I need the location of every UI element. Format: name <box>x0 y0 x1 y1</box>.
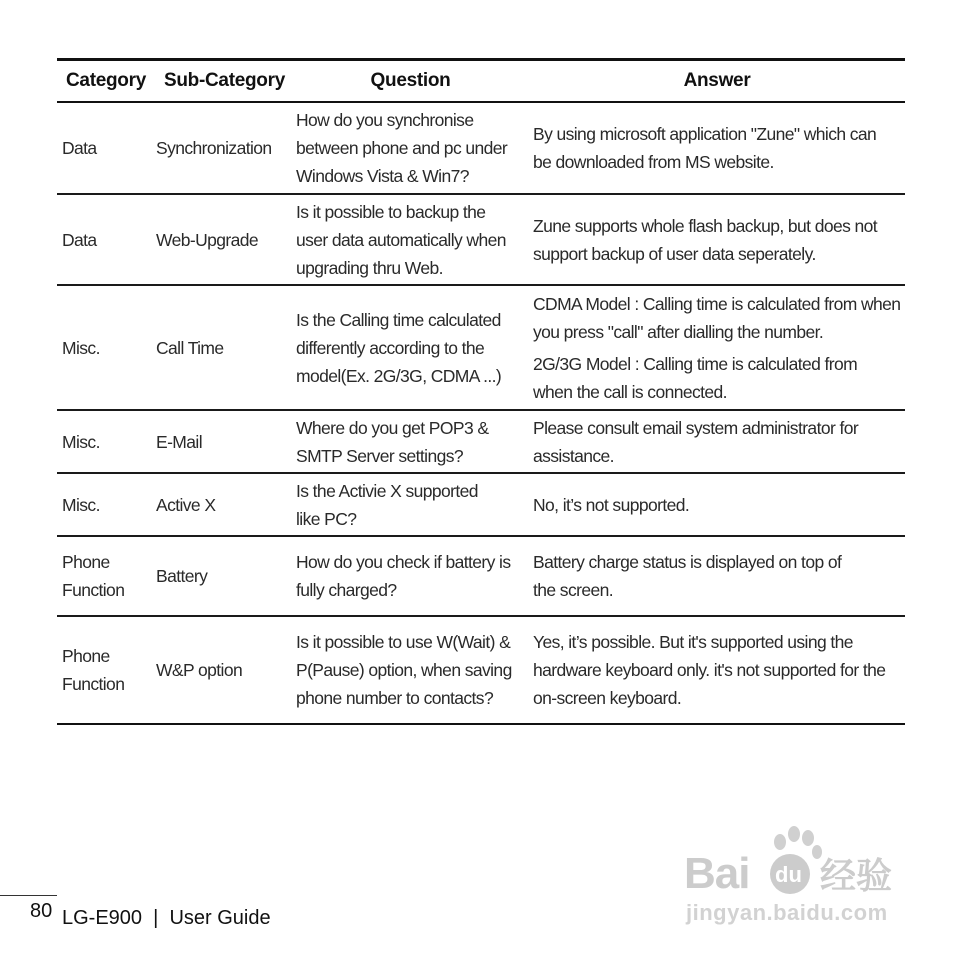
question-cell-text: Is the Calling time calculated differently according to the model(Ex. 2G/3G, CDMA ...) <box>296 309 502 386</box>
category-cell-text: Misc. <box>62 431 100 452</box>
category-cell-text: Misc. <box>62 337 100 358</box>
category-cell <box>57 616 151 724</box>
category-cell <box>57 102 151 194</box>
header-category: Category <box>57 60 151 103</box>
header-question: Question <box>292 60 529 103</box>
svg-text:jingyan.baidu.com: jingyan.baidu.com <box>686 900 888 925</box>
category-cell-text: Data <box>62 138 97 158</box>
question-cell <box>292 410 529 473</box>
table-row <box>57 410 905 473</box>
svg-text:du: du <box>775 862 802 887</box>
answer-paragraph: Zune supports whole flash backup, but does not support backup of user data seperately. <box>533 215 878 264</box>
category-cell <box>57 536 151 616</box>
table-header-row <box>57 60 905 103</box>
sub-category-cell <box>151 194 292 285</box>
question-cell-text: Is the Activie X supported like PC? <box>296 480 478 529</box>
answer-paragraph: Battery charge status is displayed on top of the screen. <box>533 552 842 600</box>
question-cell-text: Is it possible to use W(Wait) & P(Pause) option, when saving phone number to contacts? <box>296 632 512 708</box>
svg-text:Bai: Bai <box>684 849 750 898</box>
answer-paragraph: 2G/3G Model : Calling time is calculated from when the call is connected. <box>533 353 858 402</box>
sub-category-cell-text: Call Time <box>156 337 224 358</box>
category-cell-text: Misc. <box>62 494 100 515</box>
answer-paragraph: Yes, it’s possible. But it's supported using the hardware keyboard only. it's not supported for the on-screen keyboard. <box>533 632 886 708</box>
paw-icon <box>774 826 822 859</box>
sub-category-cell <box>151 536 292 616</box>
table-row <box>57 194 905 285</box>
answer-paragraph: By using microsoft application "Zune" which can be downloaded from MS website. <box>533 124 877 172</box>
table-row <box>57 285 905 410</box>
sub-category-cell-text: Web-Upgrade <box>156 229 259 250</box>
category-cell <box>57 473 151 536</box>
table-row <box>57 102 905 194</box>
header-answer: Answer <box>529 60 905 103</box>
sub-category-cell <box>151 102 292 194</box>
table-row <box>57 616 905 724</box>
question-cell-text: Is it possible to backup the user data automatically when upgrading thru Web. <box>296 201 506 278</box>
category-cell <box>57 285 151 410</box>
category-cell-text: Data <box>62 229 97 250</box>
sub-category-cell-text: Synchronization <box>156 138 272 158</box>
answer-cell <box>529 194 905 285</box>
faq-table <box>57 58 905 725</box>
answer-paragraph: CDMA Model : Calling time is calculated from when you press "call" after dialling the number. <box>533 293 901 342</box>
answer-cell <box>529 285 905 410</box>
question-cell <box>292 102 529 194</box>
answer-cell <box>529 102 905 194</box>
question-cell <box>292 285 529 410</box>
answer-cell <box>529 473 905 536</box>
answer-cell <box>529 616 905 724</box>
question-cell <box>292 616 529 724</box>
header-sub-category: Sub-Category <box>151 60 292 103</box>
category-cell-text: Phone Function <box>62 646 125 694</box>
answer-cell <box>529 536 905 616</box>
page-number: 80 <box>30 900 53 922</box>
question-cell <box>292 473 529 536</box>
sub-category-cell <box>151 616 292 724</box>
table-row <box>57 473 905 536</box>
svg-text:经验: 经验 <box>820 856 893 897</box>
question-cell <box>292 536 529 616</box>
table-body <box>57 102 905 724</box>
sub-category-cell-text: Active X <box>156 494 216 515</box>
category-cell <box>57 194 151 285</box>
category-cell-text: Phone Function <box>62 552 125 600</box>
question-cell-text: How do you check if battery is fully charged? <box>296 552 511 600</box>
sub-category-cell <box>151 285 292 410</box>
sub-category-cell-text: E-Mail <box>156 431 202 452</box>
sub-category-cell <box>151 410 292 473</box>
answer-paragraph: Please consult email system administrator for assistance. <box>533 417 859 466</box>
question-cell <box>292 194 529 285</box>
question-cell-text: Where do you get POP3 & SMTP Server settings? <box>296 417 489 466</box>
footer-title: LG-E900 | User Guide <box>62 907 271 929</box>
footer-rule <box>0 895 57 896</box>
answer-cell <box>529 410 905 473</box>
sub-category-cell <box>151 473 292 536</box>
table-row <box>57 536 905 616</box>
question-cell-text: How do you synchronise between phone and pc under Windows Vista & Win7? <box>296 110 508 186</box>
sub-category-cell-text: Battery <box>156 566 208 586</box>
category-cell <box>57 410 151 473</box>
baidu-jingyan-watermark <box>680 820 920 930</box>
answer-paragraph: No, it’s not supported. <box>533 494 690 515</box>
sub-category-cell-text: W&P option <box>156 660 243 680</box>
